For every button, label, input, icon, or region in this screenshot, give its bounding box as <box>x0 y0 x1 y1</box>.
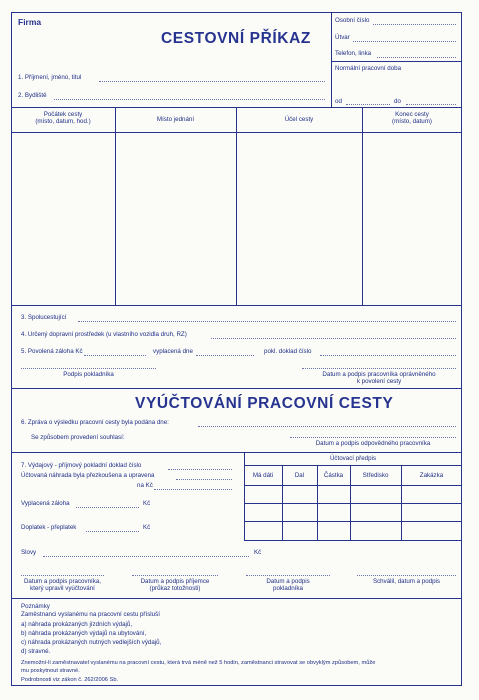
accounting-line <box>244 540 462 541</box>
cell-purpose[interactable] <box>237 133 361 304</box>
notes-intro: Zaměstnanci vyslanému na pracovní cestu přísluší <box>21 611 160 618</box>
accounting-line <box>244 521 462 522</box>
label-vyplacena-zaloha: Vyplacená záloha <box>21 500 70 507</box>
section-divider <box>11 598 462 599</box>
accounting-col-header: Zakázka <box>419 472 444 479</box>
label-vyplacena: vyplacená dne <box>153 348 193 355</box>
notes-paragraph: mu poskytnout stravné. <box>21 668 80 674</box>
sig-line-pokladnik-2[interactable] <box>246 575 330 576</box>
accounting-line <box>244 503 462 504</box>
field-address[interactable] <box>54 99 325 100</box>
sig-line-upravil[interactable] <box>21 575 104 576</box>
accounting-col-header: Středisko <box>362 472 389 479</box>
label-prezkousena: Účtovaná náhrada byla přezkoušena a upravena <box>21 472 155 479</box>
label-kc: Kč <box>143 500 151 507</box>
accounting-col-header: Částka <box>323 472 344 479</box>
label-utvar: Útvar <box>335 34 350 41</box>
field-od[interactable] <box>346 104 390 105</box>
field-vyplacena[interactable] <box>196 355 254 356</box>
notes-paragraph: Podrobnosti viz zákon č. 262/2006 Sb. <box>21 677 119 683</box>
field-doklad[interactable] <box>320 355 456 356</box>
page-title: CESTOVNÍ PŘÍKAZ <box>161 30 311 47</box>
sig-line-pokladnik[interactable] <box>21 368 156 369</box>
sig-label-pokladnik: Podpis pokladníka <box>63 371 114 378</box>
sig-label-upravil: Datum a podpis pracovníka, který upravil vyúčtování <box>23 578 102 592</box>
sig-line-odpovedny[interactable] <box>290 437 456 438</box>
field-do[interactable] <box>406 104 456 105</box>
label-spolucestujici: 3. Spolucestující <box>21 314 67 321</box>
accounting-col-header: Dal <box>294 472 305 479</box>
field-na-kc[interactable] <box>154 489 232 490</box>
col-header-start: Počátek cesty (místo, datum, hod.) <box>35 111 91 125</box>
label-slovy: Slovy <box>21 549 37 556</box>
label-souhlasi: Se způsobem provedení souhlasí: <box>31 434 125 441</box>
field-osobni-cislo[interactable] <box>373 24 456 25</box>
label-doplatek: Doplatek - přeplatek <box>21 524 77 531</box>
cell-place[interactable] <box>116 133 235 304</box>
header-divider <box>331 12 332 107</box>
label-normalni-doba: Normální pracovní doba <box>335 65 402 72</box>
cell-end[interactable] <box>363 133 461 304</box>
sig-label-opravneny: Datum a podpis pracovníka oprávněného k povolení cesty <box>322 371 436 385</box>
label-do: do <box>394 98 401 105</box>
accounting-title: Účtovací předpis <box>329 455 377 462</box>
label-doklad: pokl. doklad číslo <box>264 348 312 355</box>
label-zprava: 6. Zpráva o výsledku pracovní cesty byla podána dne: <box>21 419 169 426</box>
label-doklad-cislo: 7. Výdajový - příjmový pokladní doklad číslo <box>21 462 142 469</box>
cell-start[interactable] <box>12 133 114 304</box>
field-doklad-cislo[interactable] <box>168 469 232 470</box>
notes-item: c) náhrada prokázaných nutných vedlejších výdajů, <box>21 639 162 646</box>
label-kc: Kč <box>254 549 262 556</box>
sig-line-prijemce[interactable] <box>132 575 218 576</box>
accounting-line <box>244 465 462 466</box>
field-telefon[interactable] <box>377 57 456 58</box>
label-od: od <box>335 98 342 105</box>
field-utvar[interactable] <box>353 41 456 42</box>
col-header-place: Místo jednání <box>156 116 195 123</box>
table-bottom <box>11 305 462 306</box>
sig-label-schvalil: Schválil, datum a podpis <box>372 578 441 585</box>
field-zprava[interactable] <box>198 426 456 427</box>
sig-label-pokladnik-2: Datum a podpis pokladníka <box>266 578 310 592</box>
field-label-name: 1. Příjmení, jméno, titul <box>18 74 82 81</box>
col-header-purpose: Účel cesty <box>284 116 314 123</box>
notes-item: b) náhrada prokázaných výdajů na ubytování, <box>21 630 147 637</box>
sig-label-prijemce: Datum a podpis příjemce (průkaz totožnosti) <box>140 578 210 592</box>
field-prezkousena[interactable] <box>176 479 232 480</box>
field-label-address: 2. Bydliště <box>18 92 47 99</box>
col-header-end: Konec cesty (místo, datum) <box>392 111 432 125</box>
label-doprava: 4. Určený dopravní prostředek (u vlastního vozidla druh, RZ) <box>21 331 187 338</box>
field-spolucestujici[interactable] <box>78 321 456 322</box>
notes-item: a) náhrada prokázaných jízdních výdajů, <box>21 621 133 628</box>
field-vyplacena-zaloha[interactable] <box>76 507 139 508</box>
divider <box>11 452 462 453</box>
accounting-col-header: Má dáti <box>252 472 274 479</box>
label-na-kc: na Kč <box>137 482 153 489</box>
field-name[interactable] <box>99 81 325 82</box>
sig-label-odpovedny: Datum a podpis odpovědného pracovníka <box>315 440 431 447</box>
field-zaloha[interactable] <box>84 355 146 356</box>
divider <box>331 61 462 62</box>
field-slovy[interactable] <box>43 556 249 557</box>
label-osobni-cislo: Osobní číslo <box>335 17 370 24</box>
label-zaloha: 5. Povolená záloha Kč <box>21 348 83 355</box>
settlement-title: VYÚČTOVÁNÍ PRACOVNÍ CESTY <box>135 395 394 412</box>
notes-item: d) stravné. <box>21 648 51 655</box>
field-doplatek[interactable] <box>86 531 139 532</box>
section-divider <box>11 388 462 389</box>
label-telefon: Telefon, linka <box>335 50 372 57</box>
notes-title: Poznámky <box>21 603 50 610</box>
label-kc: Kč <box>143 524 151 531</box>
accounting-line <box>244 485 462 486</box>
sig-line-schvalil[interactable] <box>357 575 456 576</box>
sig-line-opravneny[interactable] <box>302 368 456 369</box>
field-doprava[interactable] <box>211 338 456 339</box>
notes-paragraph: Znemožní-li zaměstnavatel vyslanému na pracovní cestu, která trvá méně než 5 hodin, zaměstnanci stravovat se obvyklým způsobem, může <box>21 660 376 666</box>
firma-label: Firma <box>18 17 42 27</box>
